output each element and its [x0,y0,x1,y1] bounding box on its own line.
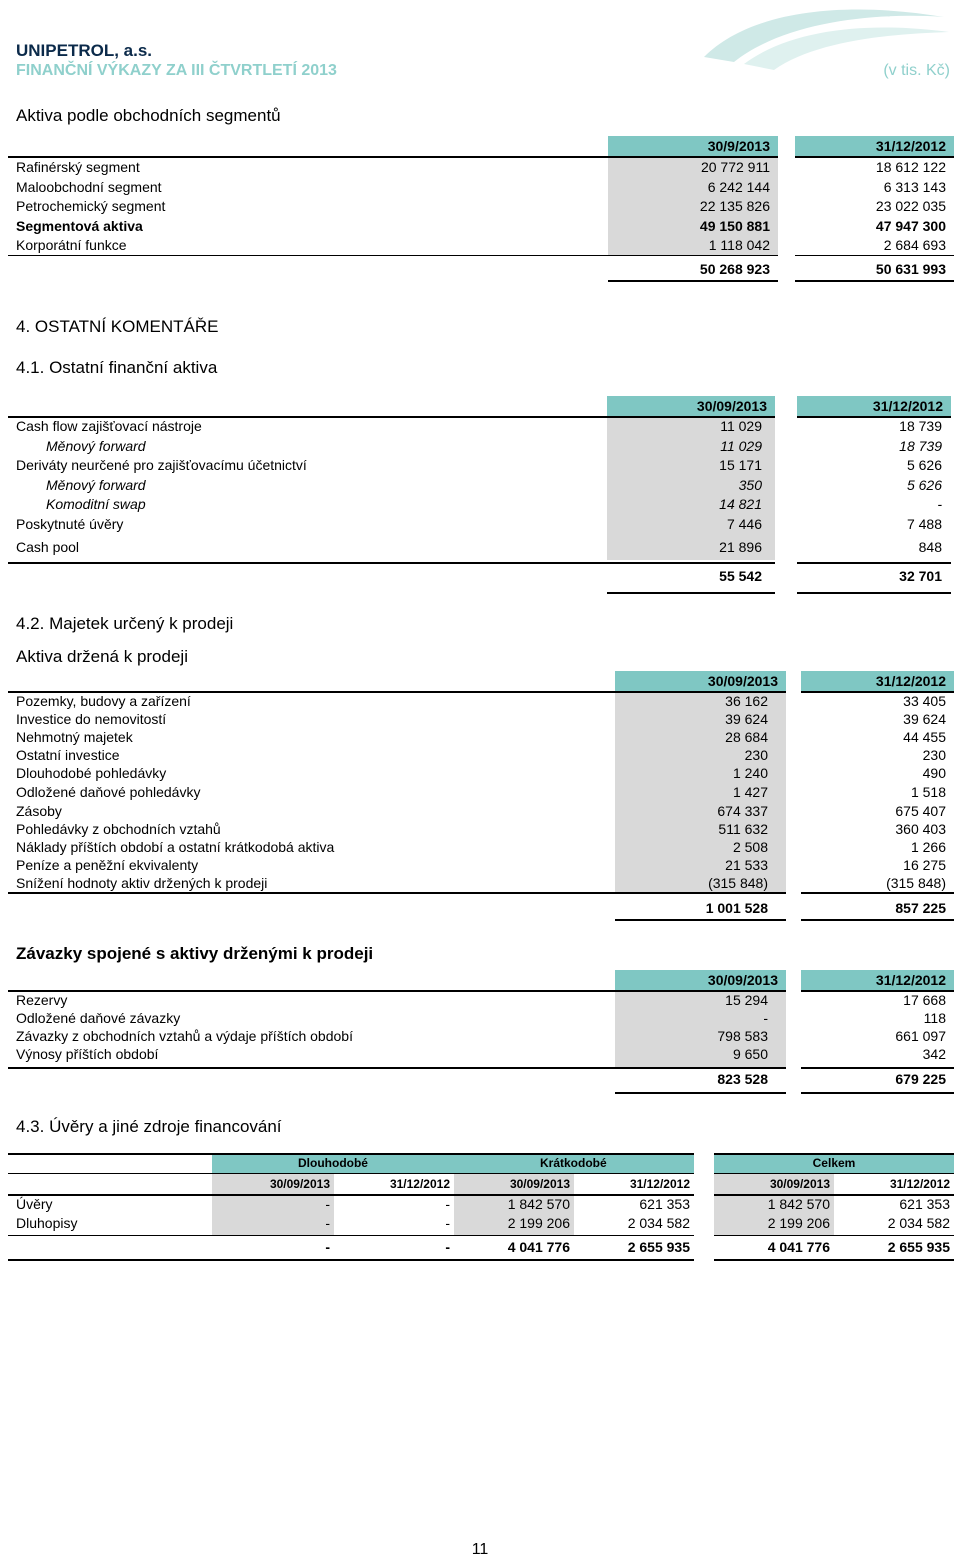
loans-table [8,1153,950,1263]
held-sale-table: 30/09/2013 31/12/2012 Pozemky, budovy a zařízení 36 162 33 405 Investice do nemovitostí 39 624 39 624 Nehmotný majetek 28 684 44 455 Ostatní investice 230 230 Dlouhodobé pohledávky 1 240 490 Odložené daňové pohledávky 1 427 1 518 Zásoby 674 337 675 407 Pohledávky z obchodních vztahů 511 632 360 403 Náklady příštích období a ostatní krátkodobá aktiva 2 508 1 266 Peníze a peněžní ekvivalenty 21 533 16 275 Snížení hodnoty aktiv držených k prodeji (315 848) (315 848) 1 001 528 857 225 [8,671,946,926]
loans-group-long: Dlouhodobé [298,1156,368,1170]
section-4-title: 4. OSTATNÍ KOMENTÁŘE [16,317,219,336]
loans-col-header: 31/12/2012 [889,1177,950,1191]
loans-group-total: Celkem [812,1156,856,1170]
table-row: Dluhopisy - - 2 199 206 2 034 582 2 199 206 2 034 582 [16,1215,950,1231]
liabilities-col2-header: 31/12/2012 [801,970,954,990]
segments-col2-header: 31/12/2012 [795,136,954,156]
held-sale-col2-header: 31/12/2012 [801,671,954,691]
page-number: 11 [471,1541,489,1558]
held-sale-subtitle: Aktiva držená k prodeji [16,647,188,666]
loans-col-header: 31/12/2012 [389,1177,450,1191]
units-label: (v tis. Kč) [883,62,950,79]
loans-title: 4.3. Úvěry a jiné zdroje financování [16,1117,282,1136]
report-subtitle: FINANČNÍ VÝKAZY ZA III ČTVRTLETÍ 2013 [16,62,337,79]
segments-table: 30/9/2013 31/12/2012 Rafinérský segment 20 772 911 18 612 122 Maloobchodní segment 6 242 144 6 313 143 Petrochemický segment 22 135 826 23 022 035 Segmentová aktiva 49 150 881 47 947 300 Korporátní funkce 1 118 042 2 684 693 50 268 923 50 631 993 [8,136,946,286]
loans-col-header: 31/12/2012 [629,1177,690,1191]
fin-assets-title: 4.1. Ostatní finanční aktiva [16,358,218,377]
loans-col-header: 30/09/2013 [269,1177,330,1191]
segments-title: Aktiva podle obchodních segmentů [16,106,281,125]
liabilities-title: Závazky spojené s aktivy drženými k prodeji [16,944,374,963]
segments-col1-header: 30/9/2013 [608,136,778,156]
loans-col-header: 30/09/2013 [769,1177,830,1191]
company-name: UNIPETROL, a.s. [16,41,153,60]
fin-assets-col2-header: 31/12/2012 [797,396,951,416]
company-logo-icon [694,2,954,72]
held-sale-title: 4.2. Majetek určený k prodeji [16,614,234,633]
loans-group-short: Krátkodobé [540,1156,607,1170]
table-row: Úvěry - - 1 842 570 621 353 1 842 570 621 353 [16,1196,950,1212]
liabilities-table: 30/09/2013 31/12/2012 Rezervy 15 294 17 668 Odložené daňové závazky - 118 Závazky z obchodních vztahů a výdaje příštích období 798 583 661 097 Výnosy příštích období 9 650 342 823 528 679 225 [8,970,946,1100]
fin-assets-table: 30/09/2013 31/12/2012 Cash flow zajišťovací nástroje 11 029 18 739 Měnový forward 11 029 18 739 Deriváty neurčené pro zajišťovacímu účetnictví 15 171 5 626 Měnový forward 350 5 626 Komoditní swap 14 821 - Poskytnuté úvěry 7 446 7 488 Cash pool 21 896 848 55 542 32 701 [8,396,946,596]
total-row: - - 4 041 776 2 655 935 4 041 776 2 655 935 [325,1239,950,1255]
fin-assets-col1-header: 30/09/2013 [607,396,775,416]
held-sale-col1-header: 30/09/2013 [615,671,786,691]
loans-col-header: 30/09/2013 [509,1177,570,1191]
liabilities-col1-header: 30/09/2013 [615,970,786,990]
